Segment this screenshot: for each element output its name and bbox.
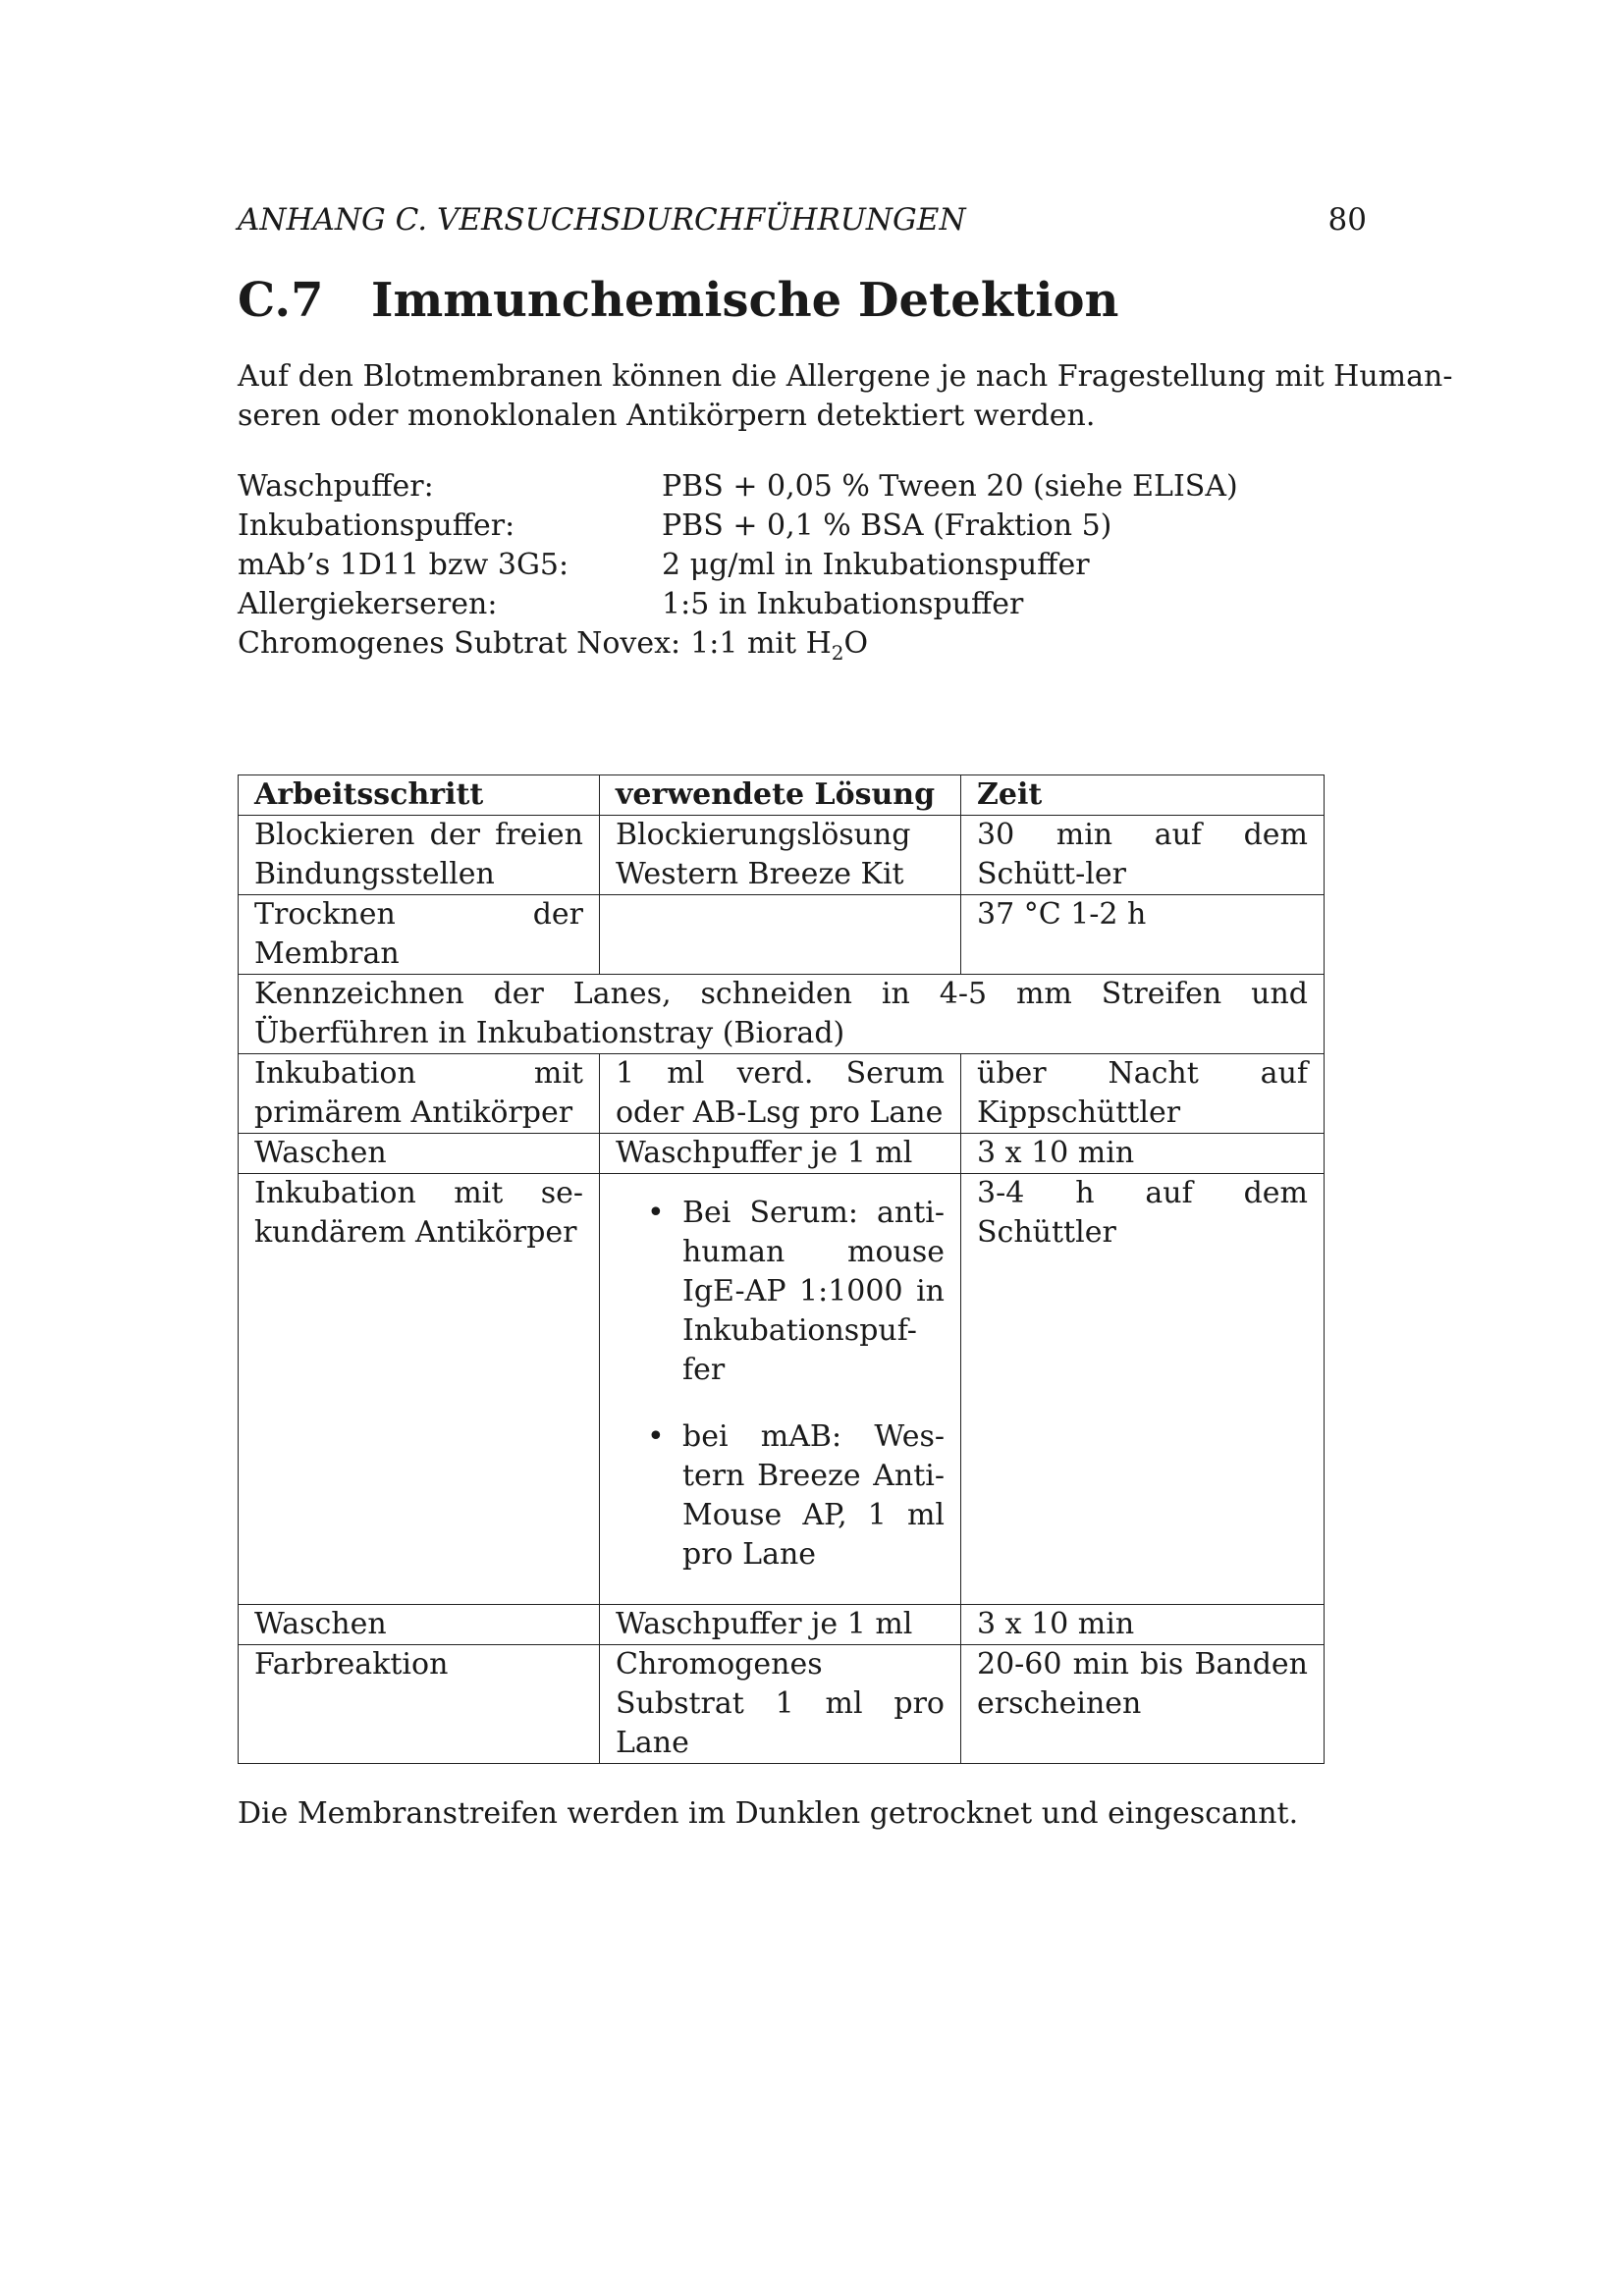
running-title: ANHANG C. VERSUCHSDURCHFÜHRUNGEN [238, 202, 966, 238]
reagent-value: PBS + 0,1 % BSA (Fraktion 5) [662, 508, 1112, 543]
column-header-solution: verwendete Lösung [600, 775, 961, 816]
reagent-label: Allergiekerseren: [238, 587, 498, 621]
cell-step: Farbreaktion [239, 1645, 600, 1764]
reagent-value: PBS + 0,05 % Tween 20 (siehe ELISA) [662, 469, 1238, 504]
document-page [238, 0, 1453, 2296]
table-row [239, 1605, 1325, 1645]
table-row [239, 975, 1325, 1054]
bullet-list [616, 1194, 945, 1575]
cell-solution: Waschpuffer je 1 ml [600, 1605, 961, 1645]
reagent-row [238, 507, 1367, 546]
cell-solution: Waschpuffer je 1 ml [600, 1134, 961, 1174]
reagent-row [238, 585, 1367, 624]
table-row [239, 895, 1325, 975]
protocol-table [238, 774, 1325, 1764]
cell-solution: Blockierungslösung Western Breeze Kit [600, 816, 961, 895]
section-heading [238, 271, 1118, 330]
cell-step: Waschen [239, 1134, 600, 1174]
cell-spanning-note: Kennzeichnen der Lanes, schneiden in 4-5 mm Streifen und Überführen in Inkubationstray (Biorad) [239, 975, 1325, 1054]
table-header-row [239, 775, 1325, 816]
table-row [239, 1134, 1325, 1174]
cell-step: Blockieren der freien Bindungsstellen [239, 816, 600, 895]
reagent-value-main: 1:1 mit H [690, 626, 832, 661]
column-header-step: Arbeitsschritt [239, 775, 600, 816]
cell-time: über Nacht auf Kippschüttler [961, 1054, 1325, 1134]
running-header [238, 200, 1367, 240]
reagent-list [238, 467, 1367, 664]
cell-time: 30 min auf dem Schütt-ler [961, 816, 1325, 895]
intro-line: Auf den Blotmembranen können die Allergene je nach Fragestellung mit Human- [238, 359, 1453, 394]
cell-step: Inkubation mit se-kundärem Antikörper [239, 1174, 600, 1605]
bullet-icon: • [647, 1419, 665, 1454]
table-row [239, 1054, 1325, 1134]
reagent-row [238, 546, 1367, 585]
reagent-value-tail: O [843, 626, 869, 661]
reagent-label: mAb’s 1D11 bzw 3G5: [238, 548, 569, 582]
section-number: C.7 [238, 273, 324, 328]
reagent-row [238, 624, 1367, 664]
cell-solution [600, 895, 961, 975]
cell-time: 20-60 min bis Banden erscheinen [961, 1645, 1325, 1764]
cell-time: 3 x 10 min [961, 1134, 1325, 1174]
list-item-text: bei mAB: Wes-tern Breeze Anti-Mouse AP, 1 ml pro Lane [682, 1419, 945, 1572]
cell-time: 3-4 h auf dem Schüttler [961, 1174, 1325, 1605]
table-row [239, 1645, 1325, 1764]
intro-line: seren oder monoklonalen Antikörpern detektiert werden. [238, 399, 1096, 433]
cell-solution: 1 ml verd. Serum oder AB-Lsg pro Lane [600, 1054, 961, 1134]
cell-solution: Chromogenes Substrat 1 ml pro Lane [600, 1645, 961, 1764]
list-item [647, 1194, 945, 1390]
reagent-label: Inkubationspuffer: [238, 508, 515, 543]
closing-paragraph: Die Membranstreifen werden im Dunklen getrocknet und eingescannt. [238, 1796, 1299, 1831]
reagent-value: 1:5 in Inkubationspuffer [662, 587, 1024, 621]
cell-solution [600, 1174, 961, 1605]
section-title: Immunchemische Detektion [371, 273, 1119, 328]
list-item-text: Bei Serum: anti-human mouse IgE-AP 1:1000 in Inkubationspuf-fer [682, 1196, 945, 1387]
table-row [239, 1174, 1325, 1605]
reagent-row [238, 467, 1367, 507]
reagent-label: Waschpuffer: [238, 469, 434, 504]
cell-time: 3 x 10 min [961, 1605, 1325, 1645]
cell-step: Waschen [239, 1605, 600, 1645]
reagent-label: Chromogenes Subtrat Novex: [238, 626, 681, 661]
bullet-icon: • [647, 1196, 665, 1230]
cell-time: 37 °C 1-2 h [961, 895, 1325, 975]
list-item [647, 1417, 945, 1575]
page-number: 80 [1327, 202, 1367, 238]
table-row [239, 816, 1325, 895]
intro-paragraph [238, 357, 1453, 436]
reagent-value: 2 μg/ml in Inkubationspuffer [662, 548, 1090, 582]
cell-step: Trocknen der Membran [239, 895, 600, 975]
column-header-time: Zeit [961, 775, 1325, 816]
reagent-value-subscript: 2 [831, 641, 844, 665]
cell-step: Inkubation mit primärem Antikörper [239, 1054, 600, 1134]
reagent-value [690, 624, 868, 664]
